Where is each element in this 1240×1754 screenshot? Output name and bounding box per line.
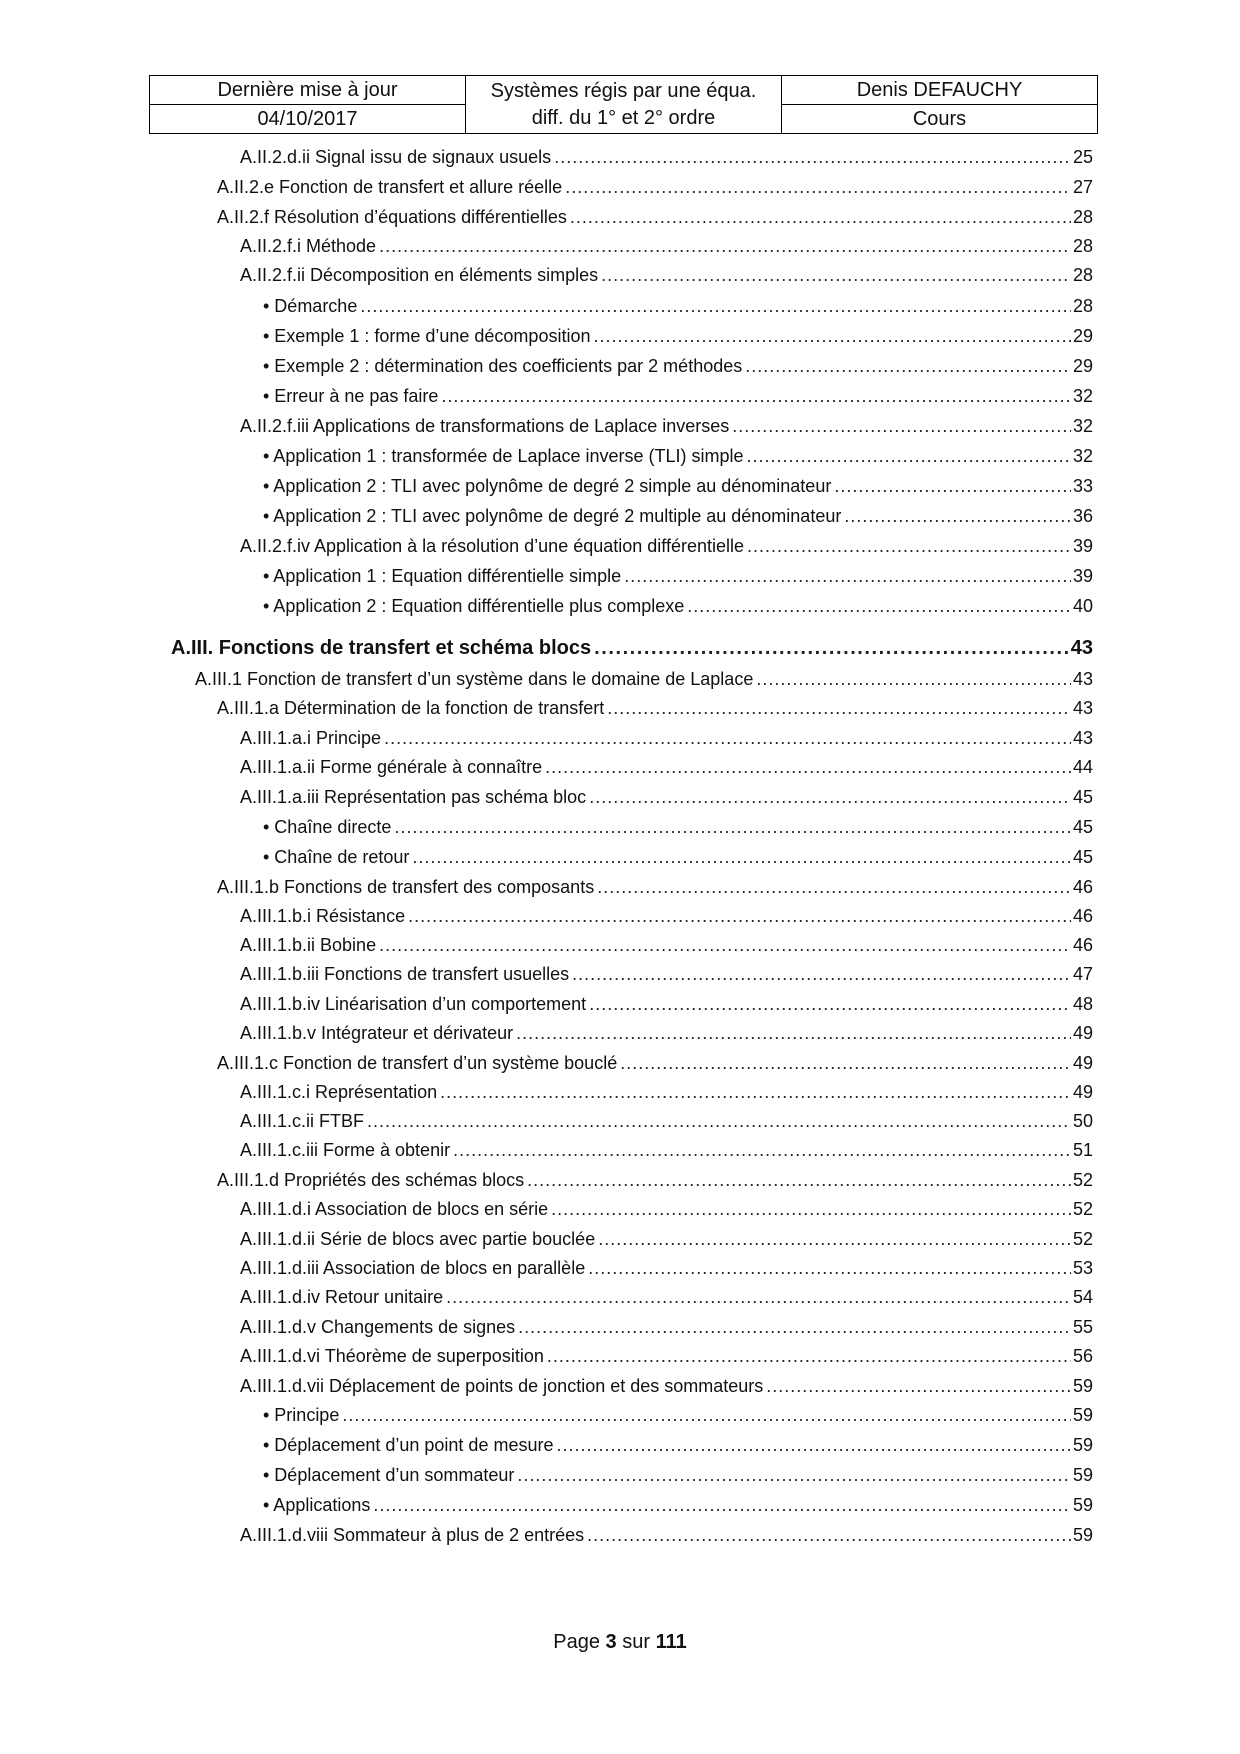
toc-entry-page: 45 <box>1072 847 1093 867</box>
toc-entry-page: 55 <box>1072 1317 1093 1337</box>
toc-entry-title: A.II.2.f.iii Applications de transformations de Laplace inverses <box>240 416 730 436</box>
toc-entry-page: 52 <box>1072 1229 1093 1249</box>
toc-leader-dots <box>518 1314 1071 1340</box>
toc-entry-title: A.II.2.d.ii Signal issu de signaux usuels <box>240 147 552 167</box>
toc-entry-page: 52 <box>1072 1199 1093 1219</box>
toc-entry-title: A.III.1.a.i Principe <box>240 728 382 748</box>
toc-entry[interactable] <box>240 262 1093 288</box>
toc-leader-dots <box>408 903 1071 929</box>
toc-entry[interactable] <box>217 174 1093 200</box>
toc-entry[interactable] <box>217 695 1093 721</box>
toc-entry-page: 43 <box>1072 698 1093 718</box>
author: Denis DEFAUCHY <box>782 76 1098 105</box>
toc-entry-page: 59 <box>1072 1495 1093 1515</box>
toc-entry[interactable] <box>240 1079 1093 1105</box>
toc-entry[interactable] <box>171 635 1093 661</box>
toc-leader-dots <box>554 144 1071 170</box>
toc-entry-title: A.III.1.d.viii Sommateur à plus de 2 entrées <box>240 1525 585 1545</box>
toc-entry-title: A.III.1.d Propriétés des schémas blocs <box>217 1170 525 1190</box>
toc-leader-dots <box>624 563 1071 589</box>
toc-leader-dots <box>607 695 1071 721</box>
toc-entry[interactable] <box>195 666 1093 692</box>
toc-leader-dots <box>747 533 1071 559</box>
toc-entry-title: A.III.1.a.ii Forme générale à connaître <box>240 757 543 777</box>
toc-entry-title: A.II.2.f.i Méthode <box>240 236 377 256</box>
toc-entry[interactable] <box>240 533 1093 559</box>
toc-entry[interactable] <box>263 1432 1093 1458</box>
toc-entry-page: 28 <box>1072 265 1093 285</box>
toc-entry-title: A.III.1.d.vii Déplacement de points de jonction et des sommateurs <box>240 1376 764 1396</box>
toc-entry[interactable] <box>240 1522 1093 1548</box>
toc-entry-title: A.III.1.c.ii FTBF <box>240 1111 365 1131</box>
total-pages: 111 <box>655 1631 687 1653</box>
toc-entry[interactable] <box>240 961 1093 987</box>
toc-entry-title: A.III.1.b.iii Fonctions de transfert usuelles <box>240 964 570 984</box>
toc-leader-dots <box>384 725 1071 751</box>
toc-leader-dots <box>556 1432 1070 1458</box>
toc-entry[interactable] <box>240 784 1093 810</box>
toc-leader-dots <box>441 383 1071 409</box>
toc-entry-page: 36 <box>1072 506 1093 526</box>
toc-entry-page: 48 <box>1072 994 1093 1014</box>
toc-entry-title: A.III.1 Fonction de transfert d’un système dans le domaine de Laplace <box>195 669 754 689</box>
toc-entry-page: 53 <box>1072 1258 1093 1278</box>
toc-entry-page: 27 <box>1072 177 1093 197</box>
toc-entry[interactable] <box>240 1137 1093 1163</box>
toc-entry[interactable] <box>263 473 1093 499</box>
toc-entry-title: A.III.1.b.iv Linéarisation d’un comportement <box>240 994 587 1014</box>
toc-entry-title: A.III.1.c.i Représentation <box>240 1082 438 1102</box>
toc-entry-title: A.III.1.a.iii Représentation pas schéma bloc <box>240 787 587 807</box>
toc-entry[interactable] <box>240 991 1093 1017</box>
toc-entry-page: 32 <box>1072 386 1093 406</box>
toc-entry-page: 32 <box>1072 446 1093 466</box>
toc-entry[interactable] <box>240 1343 1093 1369</box>
toc-entry-title: A.III.1.d.iii Association de blocs en parallèle <box>240 1258 586 1278</box>
footer-prefix: Page <box>553 1631 600 1653</box>
toc-leader-dots <box>620 1050 1071 1076</box>
toc-leader-dots <box>594 635 1069 661</box>
toc-leader-dots <box>446 1284 1071 1310</box>
toc-entry-title: • Déplacement d’un sommateur <box>263 1465 515 1485</box>
toc-leader-dots <box>565 174 1071 200</box>
toc-leader-dots <box>687 593 1071 619</box>
toc-leader-dots <box>373 1492 1071 1518</box>
toc-entry-title: • Chaîne directe <box>263 817 392 837</box>
toc-entry-title: A.III.1.a Détermination de la fonction de transfert <box>217 698 605 718</box>
toc-leader-dots <box>412 844 1071 870</box>
toc-entry-title: A.III.1.b.i Résistance <box>240 906 406 926</box>
toc-entry[interactable] <box>263 1402 1093 1428</box>
toc-entry-page: 32 <box>1072 416 1093 436</box>
toc-entry-title: • Applications <box>263 1495 371 1515</box>
toc-entry[interactable] <box>240 754 1093 780</box>
toc-entry-title: A.III.1.b.v Intégrateur et dérivateur <box>240 1023 514 1043</box>
toc-entry-page: 51 <box>1072 1140 1093 1160</box>
toc-leader-dots <box>547 1343 1071 1369</box>
toc-entry-page: 59 <box>1072 1405 1093 1425</box>
toc-entry-page: 29 <box>1072 326 1093 346</box>
toc-entry[interactable] <box>263 503 1093 529</box>
toc-entry-title: A.II.2.e Fonction de transfert et allure réelle <box>217 177 563 197</box>
toc-entry[interactable] <box>240 903 1093 929</box>
toc-leader-dots <box>440 1079 1071 1105</box>
toc-leader-dots <box>756 666 1071 692</box>
toc-leader-dots <box>527 1167 1071 1193</box>
toc-entry-page: 40 <box>1072 596 1093 616</box>
toc-entry-title: A.III.1.c Fonction de transfert d’un système bouclé <box>217 1053 618 1073</box>
toc-leader-dots <box>589 784 1071 810</box>
update-date: 04/10/2017 <box>150 105 466 134</box>
toc-entry-title: • Application 1 : Equation différentielle simple <box>263 566 622 586</box>
toc-entry[interactable] <box>240 413 1093 439</box>
toc-leader-dots <box>379 932 1071 958</box>
toc-entry-page: 59 <box>1072 1465 1093 1485</box>
toc-entry-page: 28 <box>1072 207 1093 227</box>
toc-entry-title: A.III.1.c.iii Forme à obtenir <box>240 1140 451 1160</box>
toc-leader-dots <box>745 353 1071 379</box>
toc-entry[interactable] <box>263 443 1093 469</box>
toc-entry-page: 56 <box>1072 1346 1093 1366</box>
toc-entry[interactable] <box>263 844 1093 870</box>
toc-entry-title: • Application 1 : transformée de Laplace inverse (TLI) simple <box>263 446 744 466</box>
toc-entry[interactable] <box>263 293 1093 319</box>
toc-entry-page: 49 <box>1072 1023 1093 1043</box>
toc-entry-page: 45 <box>1072 787 1093 807</box>
toc-leader-dots <box>572 961 1071 987</box>
toc-entry[interactable] <box>263 323 1093 349</box>
toc-entry[interactable] <box>263 383 1093 409</box>
document-type: Cours <box>782 105 1098 134</box>
toc-entry-title: • Application 2 : Equation différentielle plus complexe <box>263 596 685 616</box>
toc-entry[interactable] <box>217 204 1093 230</box>
toc-leader-dots <box>379 233 1071 259</box>
toc-leader-dots <box>766 1373 1071 1399</box>
toc-leader-dots <box>593 323 1070 349</box>
toc-entry[interactable] <box>240 1226 1093 1252</box>
toc-leader-dots <box>732 413 1071 439</box>
toc-entry-page: 50 <box>1072 1111 1093 1131</box>
toc-entry[interactable] <box>263 353 1093 379</box>
toc-entry-page: 59 <box>1072 1525 1093 1545</box>
toc-entry-title: • Exemple 2 : détermination des coefficients par 2 méthodes <box>263 356 743 376</box>
toc-leader-dots <box>844 503 1071 529</box>
toc-entry-title: A.III.1.d.ii Série de blocs avec partie bouclée <box>240 1229 596 1249</box>
toc-entry-title: A.III.1.d.vi Théorème de superposition <box>240 1346 544 1366</box>
toc-entry-page: 46 <box>1072 935 1093 955</box>
toc-entry-page: 46 <box>1072 906 1093 926</box>
toc-entry-page: 46 <box>1072 877 1093 897</box>
toc-entry[interactable] <box>217 1050 1093 1076</box>
toc-entry-title: A.II.2.f.ii Décomposition en éléments simples <box>240 265 599 285</box>
toc-leader-dots <box>588 1255 1071 1281</box>
toc-entry[interactable] <box>217 874 1093 900</box>
toc-entry[interactable] <box>240 1108 1093 1134</box>
toc-entry-page: 47 <box>1072 964 1093 984</box>
toc-entry-title: • Démarche <box>263 296 358 316</box>
toc-entry-page: 49 <box>1072 1053 1093 1073</box>
toc-entry[interactable] <box>263 563 1093 589</box>
toc-entry-page: 28 <box>1072 296 1093 316</box>
toc-leader-dots <box>516 1020 1071 1046</box>
toc-entry-page: 43 <box>1072 728 1093 748</box>
toc-leader-dots <box>598 1226 1071 1252</box>
toc-entry-title: A.II.2.f Résolution d’équations différentielles <box>217 207 567 227</box>
toc-leader-dots <box>342 1402 1071 1428</box>
toc-entry-page: 28 <box>1072 236 1093 256</box>
toc-entry-title: • Application 2 : TLI avec polynôme de degré 2 multiple au dénominateur <box>263 506 842 526</box>
toc-leader-dots <box>551 1196 1071 1222</box>
toc-entry-page: 59 <box>1072 1435 1093 1455</box>
toc-entry-title: • Exemple 1 : forme d’une décomposition <box>263 326 591 346</box>
toc-entry-title: • Principe <box>263 1405 340 1425</box>
footer-separator: sur <box>622 1631 651 1653</box>
toc-entry[interactable] <box>263 814 1093 840</box>
toc-entry-page: 33 <box>1072 476 1093 496</box>
toc-leader-dots <box>597 874 1071 900</box>
toc-entry[interactable] <box>263 1462 1093 1488</box>
toc-leader-dots <box>589 991 1071 1017</box>
toc-entry-title: A.III.1.d.i Association de blocs en série <box>240 1199 549 1219</box>
toc-entry-page: 52 <box>1072 1170 1093 1190</box>
title-line-2: diff. du 1° et 2° ordre <box>531 106 716 129</box>
toc-leader-dots <box>587 1522 1071 1548</box>
toc-entry-title: • Application 2 : TLI avec polynôme de degré 2 simple au dénominateur <box>263 476 832 496</box>
toc-entry-title: A.II.2.f.iv Application à la résolution d’une équation différentielle <box>240 536 744 556</box>
toc-entry-page: 29 <box>1072 356 1093 376</box>
toc-entry-title: A.III.1.d.v Changements de signes <box>240 1317 516 1337</box>
toc-leader-dots <box>367 1108 1071 1134</box>
toc-entry[interactable] <box>263 593 1093 619</box>
toc-leader-dots <box>360 293 1071 319</box>
toc-entry-page: 49 <box>1072 1082 1093 1102</box>
toc-entry[interactable] <box>240 932 1093 958</box>
toc-leader-dots <box>545 754 1071 780</box>
toc-leader-dots <box>453 1137 1071 1163</box>
toc-entry-page: 54 <box>1072 1287 1093 1307</box>
toc-entry[interactable] <box>240 1373 1093 1399</box>
toc-entry[interactable] <box>240 233 1093 259</box>
toc-entry-page: 44 <box>1072 757 1093 777</box>
toc-entry-page: 39 <box>1072 566 1093 586</box>
toc-entry[interactable] <box>217 1167 1093 1193</box>
toc-entry[interactable] <box>240 725 1093 751</box>
title-line-1: Systèmes régis par une équa. <box>490 79 757 102</box>
page-footer <box>0 1631 1240 1654</box>
toc-entry-title: • Chaîne de retour <box>263 847 410 867</box>
toc-entry[interactable] <box>240 1196 1093 1222</box>
toc-entry[interactable] <box>240 1314 1093 1340</box>
document-title <box>466 76 782 134</box>
toc-leader-dots <box>570 204 1071 230</box>
toc-entry-page: 25 <box>1072 147 1093 167</box>
toc-entry-title: A.III.1.b.ii Bobine <box>240 935 377 955</box>
toc-entry-page: 43 <box>1070 637 1093 659</box>
toc-entry-page: 43 <box>1072 669 1093 689</box>
toc-entry-page: 39 <box>1072 536 1093 556</box>
toc-entry[interactable] <box>240 1255 1093 1281</box>
toc-entry-title: A.III. Fonctions de transfert et schéma blocs <box>171 637 592 659</box>
last-update-label: Dernière mise à jour <box>150 76 466 105</box>
current-page-number: 3 <box>605 1631 617 1653</box>
toc-entry[interactable] <box>240 1020 1093 1046</box>
header-table <box>149 75 1098 134</box>
toc-leader-dots <box>747 443 1071 469</box>
toc-entry[interactable] <box>240 144 1093 170</box>
toc-leader-dots <box>394 814 1071 840</box>
toc-leader-dots <box>517 1462 1071 1488</box>
toc-entry-title: A.III.1.d.iv Retour unitaire <box>240 1287 444 1307</box>
toc-leader-dots <box>601 262 1071 288</box>
toc-entry-title: A.III.1.b Fonctions de transfert des composants <box>217 877 595 897</box>
toc-entry-page: 45 <box>1072 817 1093 837</box>
toc-entry-title: • Déplacement d’un point de mesure <box>263 1435 554 1455</box>
toc-leader-dots <box>834 473 1071 499</box>
toc-entry[interactable] <box>240 1284 1093 1310</box>
toc-entry-page: 59 <box>1072 1376 1093 1396</box>
toc-entry[interactable] <box>263 1492 1093 1518</box>
toc-entry-title: • Erreur à ne pas faire <box>263 386 439 406</box>
